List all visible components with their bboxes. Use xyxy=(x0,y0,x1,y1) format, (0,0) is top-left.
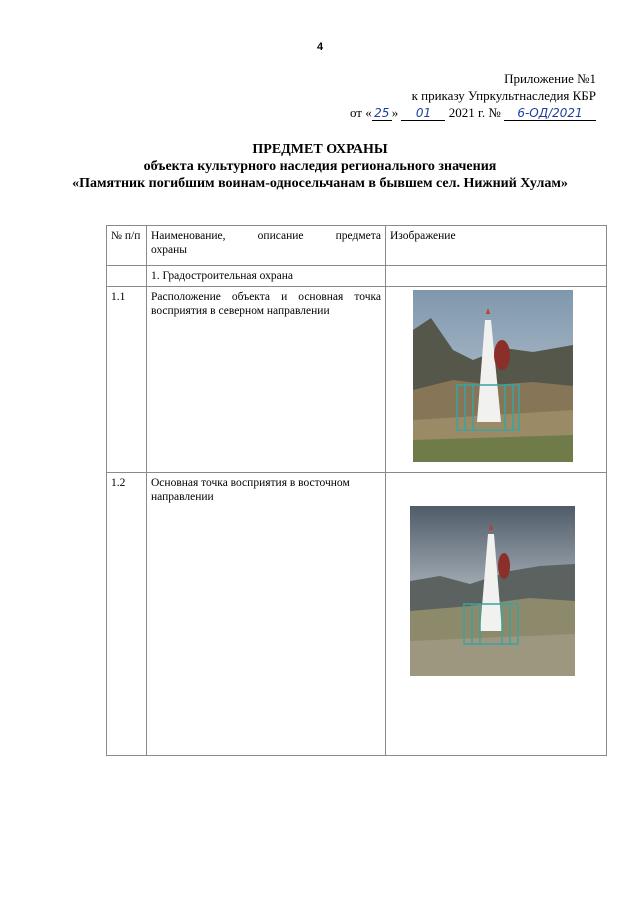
row-image-cell xyxy=(386,473,607,756)
appendix-line-1: Приложение №1 xyxy=(504,71,596,86)
date-day-close: » xyxy=(391,105,399,120)
date-month: 01 xyxy=(401,106,445,121)
page-title: ПРЕДМЕТ ОХРАНЫ xyxy=(252,142,388,157)
row-num: 1.1 xyxy=(107,287,147,473)
monument-photo-east xyxy=(410,506,575,676)
wreath xyxy=(498,553,510,579)
section-title: 1. Градостроительная охрана xyxy=(147,266,386,287)
header-name xyxy=(147,226,386,266)
header-num: № п/п xyxy=(107,226,147,266)
appendix-date-line xyxy=(350,104,596,121)
protection-table xyxy=(106,225,607,756)
table-header-row xyxy=(107,226,607,266)
wreath xyxy=(494,340,510,370)
title-object-name: «Памятник погибшим воинам-односельчанам в бывшем сел. Нижний Хулам» xyxy=(72,176,568,191)
date-year: 2021 г. № xyxy=(448,105,501,120)
monument-photo-north xyxy=(413,290,573,462)
section-num-cell xyxy=(107,266,147,287)
row-image-cell xyxy=(386,287,607,473)
order-number: 6-ОД/2021 xyxy=(504,106,596,121)
header-image: Изображение xyxy=(386,226,607,266)
header-name-line-1: Наименование, описание предмета xyxy=(151,230,381,242)
appendix-line-2: к приказу Упркультнаследия КБР xyxy=(411,88,596,103)
section-row xyxy=(107,266,607,287)
table-row xyxy=(107,287,607,473)
row-num: 1.2 xyxy=(107,473,147,756)
row-desc: Расположение объекта и основная точка восприятия в северном направлении xyxy=(147,287,386,473)
table-row xyxy=(107,473,607,756)
section-image-cell xyxy=(386,266,607,287)
title-subtitle: объекта культурного наследия регионального значения xyxy=(143,159,497,174)
page-number: 4 xyxy=(316,41,324,53)
date-day: 25 xyxy=(372,106,392,121)
date-prefix: от « xyxy=(349,105,372,120)
row-desc: Основная точка восприятия в восточном направлении xyxy=(147,473,386,756)
header-name-line-2: охраны xyxy=(151,244,187,256)
